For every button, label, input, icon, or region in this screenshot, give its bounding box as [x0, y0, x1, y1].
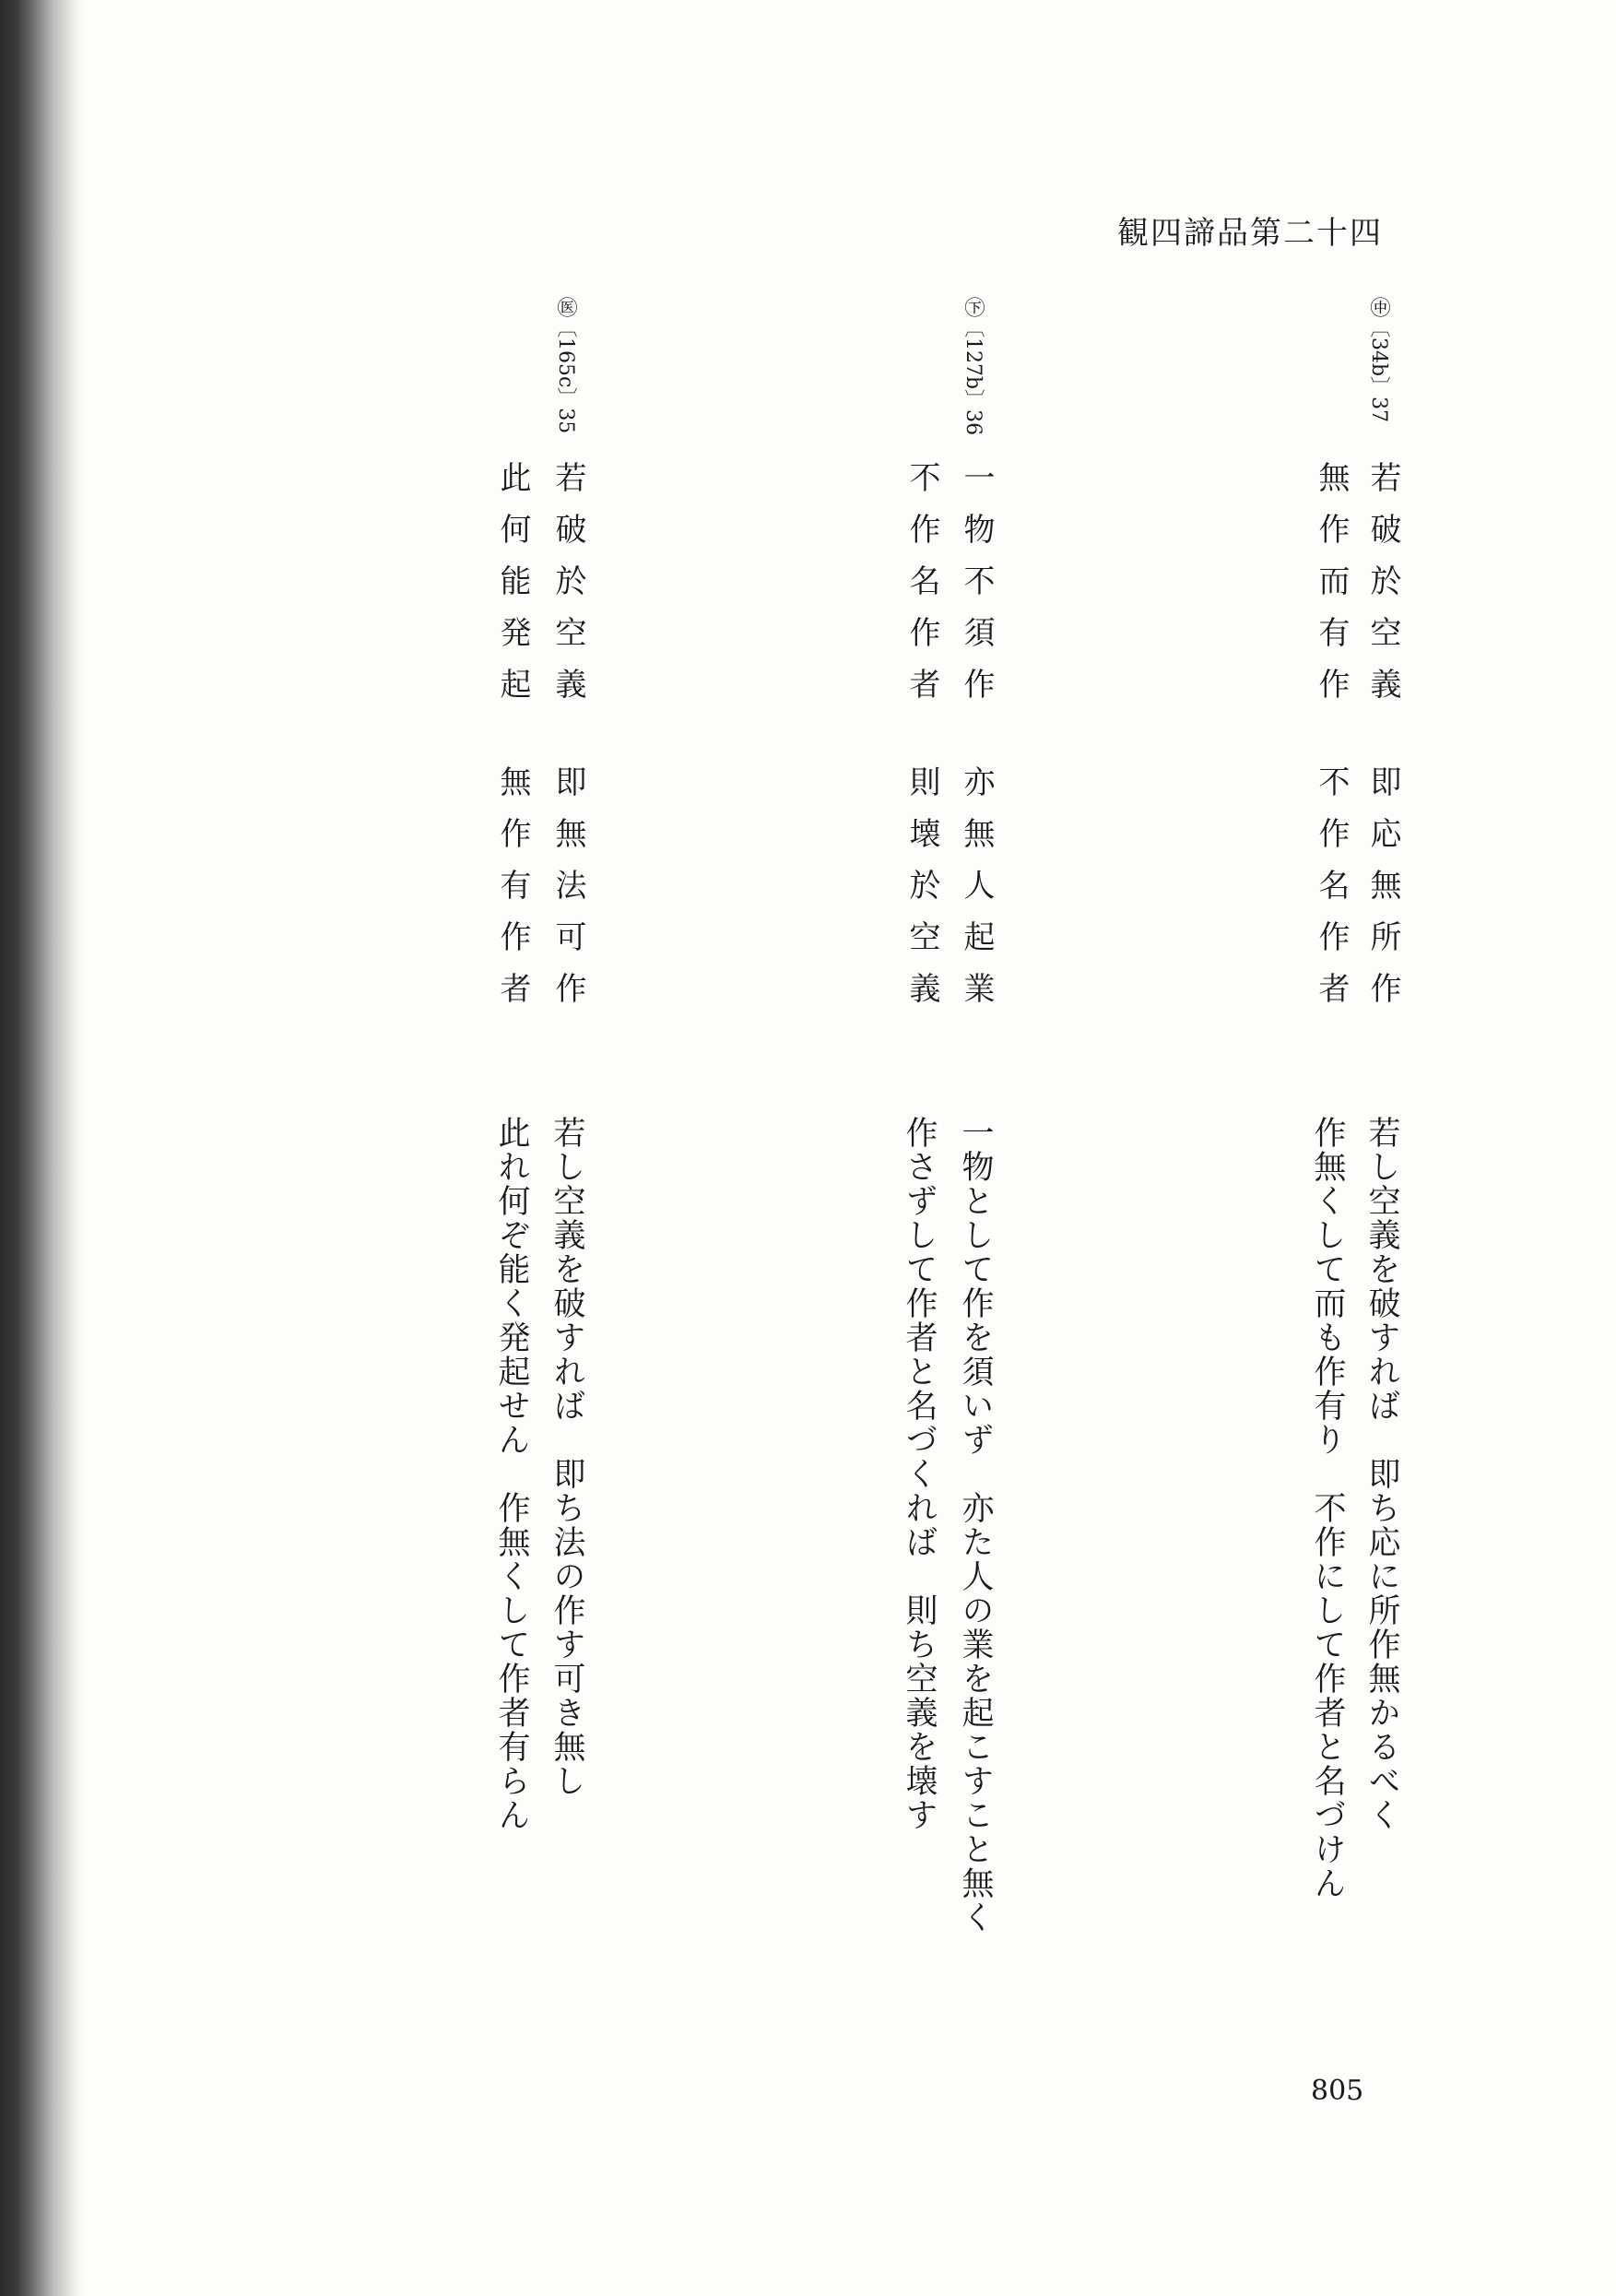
verse-line: 即応無所作: [1364, 765, 1401, 1024]
verse-line: 無作有作者: [494, 765, 531, 1024]
verse-line: 若破於空義: [549, 461, 586, 719]
verse-reading: 若し空義を破すれば 即ち応に所作無かるべく: [1363, 1116, 1400, 1832]
verse-line: 則壊於空義: [903, 765, 940, 1024]
verse-line: 一物不須作: [958, 461, 995, 719]
chapter-title: 観四諦品第二十四: [1117, 215, 1383, 252]
verse-marker: ㊦〔127b〕36: [961, 297, 985, 436]
verse-line: 此何能発起: [494, 461, 531, 719]
verse-line: 無作而有作: [1313, 461, 1350, 719]
verse-reading: 若し空義を破すれば 即ち法の作す可き無し: [548, 1116, 585, 1798]
verse-line: 即無法可作: [549, 765, 586, 1024]
verse-line: 亦無人起業: [958, 765, 995, 1024]
verse-reading: 此れ何ぞ能く発起せん 作無くして作者有らん: [493, 1116, 530, 1832]
page-number: 805: [1311, 2075, 1364, 2107]
verse-marker: ㊥〔34b〕37: [1367, 297, 1390, 423]
verse-line: 不作名作者: [903, 461, 940, 719]
verse-reading: 一物として作を須いず 亦た人の業を起こすこと無く: [957, 1116, 994, 1935]
binding-shadow: [0, 0, 83, 2296]
verse-reading: 作無くして而も作有り 不作にして作者と名づけん: [1309, 1116, 1346, 1900]
verse-marker: ㊩〔165c〕35: [554, 297, 577, 434]
verse-line: 若破於空義: [1364, 461, 1401, 719]
verse-line: 不作名作者: [1313, 765, 1350, 1024]
verse-reading: 作さずして作者と名づくれば 則ち空義を壊す: [901, 1116, 938, 1832]
